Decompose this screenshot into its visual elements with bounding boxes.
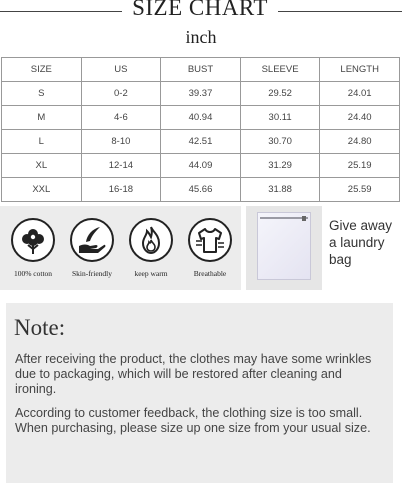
table-cell: 24.80: [320, 130, 400, 154]
feature-label: Skin-friendly: [72, 269, 112, 278]
table-cell: 25.59: [320, 178, 400, 202]
zipper-pull: [302, 216, 306, 221]
table-cell: 0-2: [81, 82, 161, 106]
table-header-row: [2, 58, 400, 82]
note-title: Note:: [14, 315, 66, 340]
table-cell: 45.66: [161, 178, 241, 202]
table-cell: M: [2, 106, 82, 130]
table-cell: L: [2, 130, 82, 154]
table-row: [2, 154, 400, 178]
hand-feather-icon: [70, 218, 114, 262]
table-cell: 29.52: [240, 82, 320, 106]
feature-label: keep warm: [134, 269, 168, 278]
zipper: [260, 217, 308, 219]
table-cell: 16-18: [81, 178, 161, 202]
feature-breathable: [182, 218, 238, 278]
flame-icon: [129, 218, 173, 262]
laundry-bag-text: Give away a laundry bag: [329, 218, 393, 267]
table-cell: 30.11: [240, 106, 320, 130]
column-header: LENGTH: [320, 58, 400, 82]
note-box: [6, 303, 393, 483]
column-header: SLEEVE: [240, 58, 320, 82]
table-cell: 8-10: [81, 130, 161, 154]
feature-strip: [0, 206, 241, 290]
table-row: [2, 130, 400, 154]
table-cell: 25.19: [320, 154, 400, 178]
table-cell: 39.37: [161, 82, 241, 106]
table-cell: 31.29: [240, 154, 320, 178]
note-paragraph: According to customer feedback, the clothing size is too small. When purchasing, please size up one size from your usual size.: [15, 406, 371, 435]
table-cell: XL: [2, 154, 82, 178]
table-cell: 31.88: [240, 178, 320, 202]
table-cell: XXL: [2, 178, 82, 202]
table-row: [2, 178, 400, 202]
size-chart-header: [0, 0, 402, 24]
table-cell: 4-6: [81, 106, 161, 130]
cotton-icon: [11, 218, 55, 262]
page-title: SIZE CHART: [132, 0, 268, 20]
note-paragraph: After receiving the product, the clothes may have some wrinkles due to packaging, which will be restored after cleaning and ironing.: [15, 352, 372, 396]
laundry-bag-shape: [257, 212, 311, 280]
size-table: [1, 57, 400, 202]
unit-label: inch: [185, 27, 217, 47]
table-cell: 30.70: [240, 130, 320, 154]
table-cell: 12-14: [81, 154, 161, 178]
feature-keep-warm: [123, 218, 179, 278]
table-row: [2, 106, 400, 130]
column-header: SIZE: [2, 58, 82, 82]
column-header: BUST: [161, 58, 241, 82]
table-cell: 42.51: [161, 130, 241, 154]
table-cell: S: [2, 82, 82, 106]
title-rule-right: [278, 11, 402, 12]
tshirt-icon: [188, 218, 232, 262]
laundry-bag-offer: [246, 206, 402, 290]
column-header: US: [81, 58, 161, 82]
title-rule-left: [0, 11, 122, 12]
table-cell: 24.40: [320, 106, 400, 130]
laundry-bag-image: [246, 206, 322, 290]
feature-skin-friendly: [64, 218, 120, 278]
feature-label: 100% cotton: [13, 269, 53, 278]
table-row: [2, 82, 400, 106]
feature-cotton: [5, 218, 61, 278]
table-cell: 24.01: [320, 82, 400, 106]
feature-label: Breathable: [193, 269, 227, 278]
table-cell: 44.09: [161, 154, 241, 178]
table-cell: 40.94: [161, 106, 241, 130]
